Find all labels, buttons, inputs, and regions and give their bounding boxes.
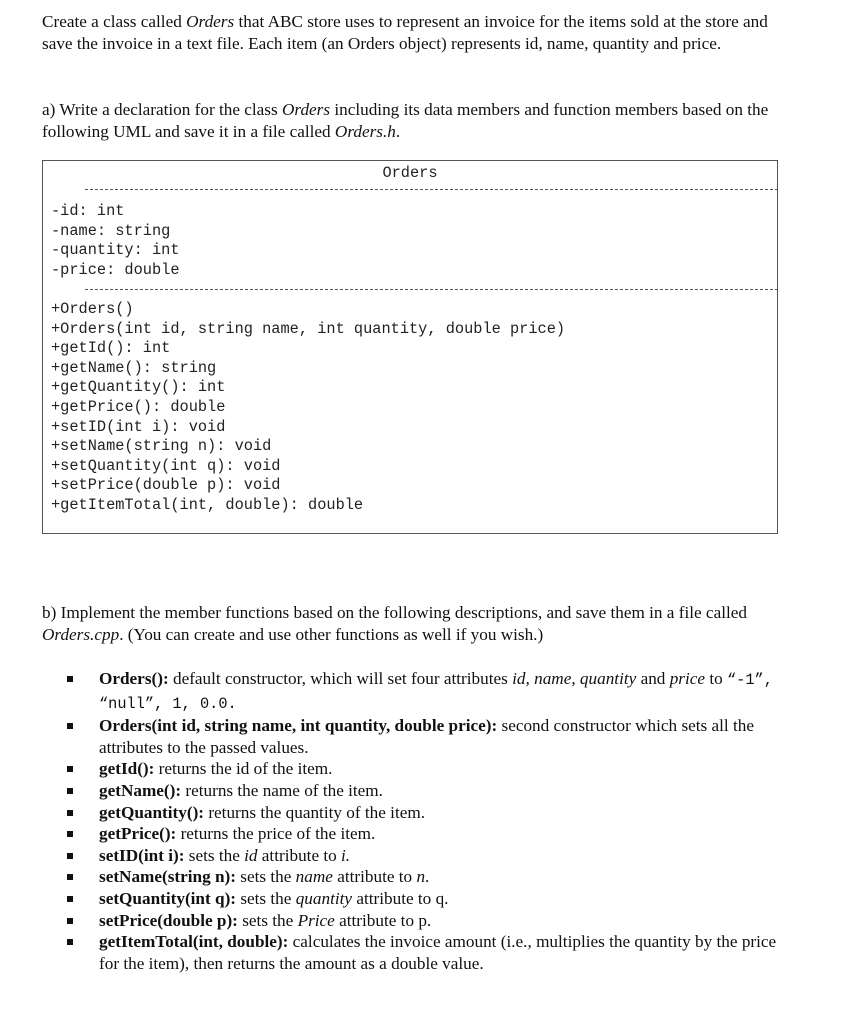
part-b-paragraph: b) Implement the member functions based on the following descriptions, and save them in a file called Orders.cpp. (You can create and use other functions as well if you wish.)	[42, 603, 747, 644]
list-item-text: price	[669, 669, 706, 688]
list-item-text: sets the	[236, 888, 296, 908]
list-item-text: setID(int i):	[99, 845, 185, 865]
list-item-text: sets the	[236, 867, 296, 887]
list-item-text: Price	[297, 910, 335, 930]
list-item-text: second constructor which sets all the attributes to the passed values.	[99, 716, 754, 757]
bullet-square-icon	[67, 896, 73, 902]
bullet-square-icon	[67, 831, 73, 837]
uml-methods	[51, 300, 565, 516]
uml-method: +getId(): int	[51, 339, 171, 358]
list-item-text: Orders(int id, string name, int quantity, double price):	[99, 716, 498, 736]
uml-attribute: -id: int	[51, 202, 125, 220]
list-item-text: and	[636, 669, 670, 688]
list-item	[66, 802, 782, 824]
list-item-text: getName():	[99, 780, 182, 800]
bullet-square-icon	[67, 853, 73, 859]
list-item-text: attribute to q.	[352, 888, 449, 908]
bullet-square-icon	[67, 676, 73, 682]
list-item-text: setQuantity(int q):	[99, 888, 237, 908]
list-item	[66, 888, 782, 910]
part-a-paragraph: a) Write a declaration for the class Orders including its data members and function members based on the following UML and save it in a file called Orders.h.	[42, 100, 769, 141]
list-item-text: Orders():	[99, 669, 169, 688]
list-item-text: id, name, quantity	[512, 669, 637, 688]
list-item-text: i.	[341, 845, 351, 865]
list-item-text: id	[244, 845, 258, 865]
list-item-text: returns the id of the item.	[154, 759, 333, 779]
list-item-text: attribute to	[257, 845, 342, 865]
list-item-text: “-1”, “null”, 1, 0.0.	[99, 671, 773, 713]
list-item-text: setName(string n):	[99, 867, 236, 887]
list-item-text: to	[705, 669, 727, 688]
list-item-text: attribute to p.	[334, 910, 432, 930]
list-item-text: returns the name of the item.	[181, 780, 383, 800]
bullet-square-icon	[67, 918, 73, 924]
method-description-list	[66, 668, 782, 974]
uml-class-name: Orders	[382, 164, 438, 182]
uml-method: +getPrice(): double	[51, 397, 226, 416]
uml-method: +setPrice(double p): void	[51, 476, 281, 495]
list-item	[66, 845, 782, 867]
uml-method: +setID(int i): void	[51, 417, 226, 436]
list-item-text: default constructor, which will set four attributes	[168, 669, 513, 688]
bullet-square-icon	[67, 939, 73, 945]
list-item-text: .	[425, 867, 430, 887]
list-item-text: getId():	[99, 759, 155, 779]
uml-attribute: -price: double	[51, 260, 180, 279]
list-item	[66, 758, 782, 780]
uml-class-diagram	[42, 160, 778, 534]
uml-method: +Orders(int id, string name, int quantity, double price)	[51, 319, 566, 338]
intro-paragraph: Create a class called Orders that ABC store uses to represent an invoice for the items sold at the store and save the invoice in a text file. Each item (an Orders object) represents id, name, quantity and price.	[42, 12, 768, 53]
uml-divider-bottom	[85, 289, 778, 290]
uml-method: +setName(string n): void	[51, 437, 272, 456]
uml-method: +setQuantity(int q): void	[51, 456, 281, 475]
list-item-text: quantity	[295, 888, 353, 908]
list-item-text: calculates the invoice amount (i.e., multiplies the quantity by the price for the item), then returns the amount as a double value.	[99, 932, 777, 973]
uml-divider-top	[85, 189, 778, 190]
list-item-text: returns the price of the item.	[176, 824, 376, 844]
uml-attribute: -quantity: int	[51, 241, 180, 260]
list-item-text: getQuantity():	[99, 802, 205, 822]
list-item-text: returns the quantity of the item.	[204, 802, 426, 822]
list-item	[66, 910, 782, 932]
uml-method: +getQuantity(): int	[51, 378, 226, 397]
bullet-square-icon	[67, 766, 73, 772]
uml-method: +Orders()	[51, 300, 134, 318]
list-item-text: n	[416, 867, 426, 887]
list-item	[66, 823, 782, 845]
list-item	[66, 931, 782, 974]
list-item-text: attribute to	[332, 867, 417, 887]
list-item	[66, 866, 782, 888]
list-item-text: getItemTotal(int, double):	[99, 932, 289, 952]
bullet-square-icon	[67, 874, 73, 880]
list-item-text: sets the	[184, 845, 245, 865]
bullet-square-icon	[67, 810, 73, 816]
uml-method: +getName(): string	[51, 358, 217, 377]
list-item	[66, 715, 782, 758]
uml-attribute: -name: string	[51, 221, 171, 240]
list-item	[66, 780, 782, 802]
list-item-text: name	[295, 867, 333, 887]
uml-attributes	[51, 202, 180, 280]
list-item	[66, 668, 782, 715]
list-item-text: sets the	[237, 910, 298, 930]
bullet-square-icon	[67, 723, 73, 729]
list-item-text: setPrice(double p):	[99, 910, 238, 930]
bullet-square-icon	[67, 788, 73, 794]
uml-method: +getItemTotal(int, double): double	[51, 495, 364, 514]
list-item-text: getPrice():	[99, 824, 177, 844]
